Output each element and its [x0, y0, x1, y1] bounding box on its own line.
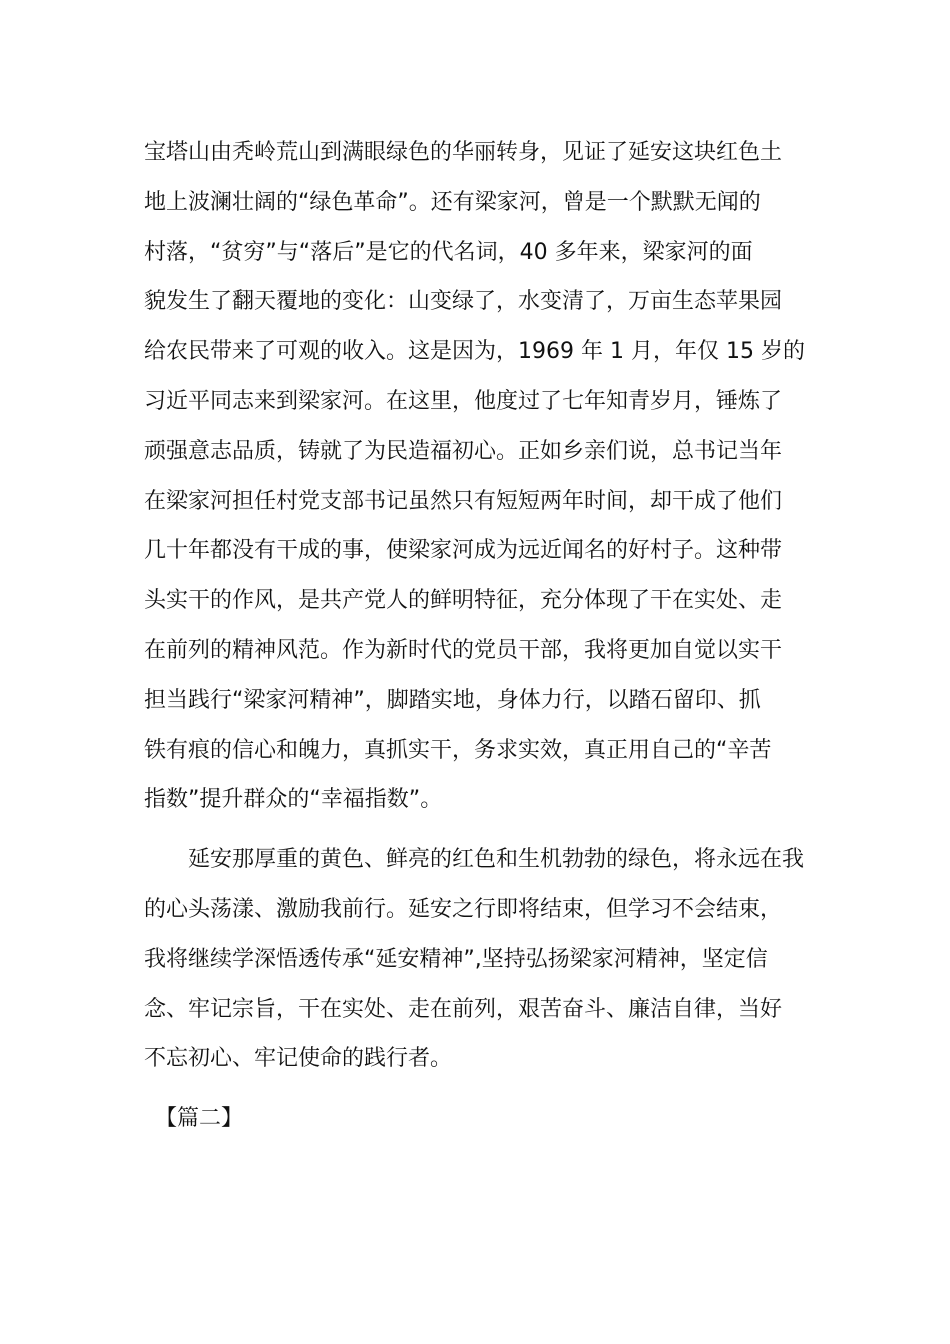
- text-line: 在前列的精神风范。作为新时代的党员干部，我将更加自觉以实干: [144, 637, 783, 663]
- text-line: 铁有痕的信心和魄力，真抓实干，务求实效，真正用自己的“辛苦: [144, 737, 772, 763]
- text-line: 头实干的作风，是共产党人的鲜明特征，充分体现了干在实处、走: [144, 588, 783, 614]
- text-line: 指数”提升群众的“幸福指数”。: [144, 787, 443, 813]
- text-line: 貌发生了翻天覆地的变化：山变绿了，水变清了，万亩生态苹果园: [144, 289, 783, 315]
- paragraph-1: [144, 128, 808, 825]
- text-line: 不忘初心、牢记使命的践行者。: [144, 1046, 453, 1072]
- text-line: 在梁家河担任村党支部书记虽然只有短短两年时间，却干成了他们: [144, 488, 783, 514]
- text-line: 我将继续学深悟透传承“延安精神”,坚持弘扬梁家河精神，坚定信: [144, 946, 768, 972]
- text-line: 习近平同志来到梁家河。在这里，他度过了七年知青岁月，锤炼了: [144, 388, 783, 414]
- text-line: 延安那厚重的黄色、鲜亮的红色和生机勃勃的绿色，将永远在我: [144, 847, 805, 873]
- text-line: 几十年都没有干成的事，使梁家河成为远近闻名的好村子。这种带: [144, 538, 783, 564]
- text-line: 顽强意志品质，铸就了为民造福初心。正如乡亲们说，总书记当年: [144, 438, 783, 464]
- text-line: 地上波澜壮阔的“绿色革命”。还有梁家河，曾是一个默默无闻的: [144, 189, 761, 215]
- document-page: [144, 128, 808, 1144]
- paragraph-2: [144, 835, 808, 1084]
- section-heading-block: [144, 1094, 808, 1144]
- text-line: 村落，“贫穷”与“落后”是它的代名词，40 多年来，梁家河的面: [144, 239, 753, 265]
- text-line: 的心头荡漾、激励我前行。延安之行即将结束，但学习不会结束，: [144, 896, 783, 922]
- section-heading: 【篇二】: [144, 1106, 244, 1132]
- text-line: 给农民带来了可观的收入。这是因为，1969 年 1 月，年仅 15 岁的: [144, 339, 805, 365]
- text-line: 宝塔山由秃岭荒山到满眼绿色的华丽转身，见证了延安这块红色土: [144, 140, 783, 165]
- text-line: 念、牢记宗旨，干在实处、走在前列，艰苦奋斗、廉洁自律，当好: [144, 996, 783, 1022]
- text-line: 担当践行“梁家河精神”，脚踏实地，身体力行，以踏石留印、抓: [144, 687, 761, 713]
